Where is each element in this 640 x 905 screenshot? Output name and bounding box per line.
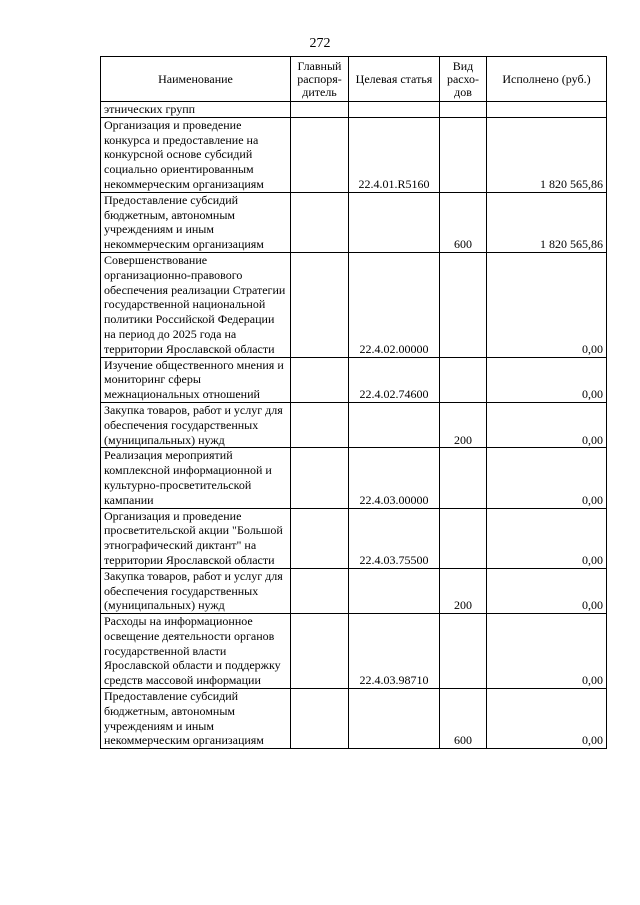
- cell-target: 22.4.03.75500: [349, 508, 440, 568]
- cell-name: Изучение общественного мнения и мониторинг сферы межнациональных отношений: [101, 357, 291, 402]
- table-row: [101, 689, 607, 749]
- cell-amount: 1 820 565,86: [487, 192, 607, 252]
- cell-kind: [440, 448, 487, 508]
- header-target: Целевая статья: [349, 57, 440, 102]
- cell-kind: [440, 117, 487, 192]
- cell-amount: 1 820 565,86: [487, 117, 607, 192]
- cell-target: [349, 568, 440, 613]
- cell-admin: [291, 614, 349, 689]
- cell-name: этнических групп: [101, 102, 291, 118]
- table-row: [101, 117, 607, 192]
- cell-amount: 0,00: [487, 568, 607, 613]
- cell-target: 22.4.02.74600: [349, 357, 440, 402]
- table-row: [101, 614, 607, 689]
- cell-admin: [291, 689, 349, 749]
- table-row: [101, 357, 607, 402]
- cell-target: [349, 192, 440, 252]
- cell-admin: [291, 357, 349, 402]
- cell-name: Предоставление субсидий бюджетным, автономным учреждениям и иным некоммерческим организациям: [101, 192, 291, 252]
- cell-target: [349, 102, 440, 118]
- cell-name: Организация и проведение просветительской акции "Большой этнографический диктант" на территории Ярославской области: [101, 508, 291, 568]
- cell-kind: [440, 508, 487, 568]
- header-name: Наименование: [101, 57, 291, 102]
- cell-kind: [440, 614, 487, 689]
- table-row: [101, 402, 607, 447]
- page-number: 272: [309, 36, 331, 51]
- cell-kind: 600: [440, 192, 487, 252]
- cell-admin: [291, 192, 349, 252]
- cell-admin: [291, 402, 349, 447]
- cell-amount: 0,00: [487, 252, 607, 357]
- cell-target: 22.4.03.00000: [349, 448, 440, 508]
- cell-admin: [291, 252, 349, 357]
- cell-kind: 200: [440, 568, 487, 613]
- cell-name: Реализация мероприятий комплексной информационной и культурно-просветительской кампании: [101, 448, 291, 508]
- cell-amount: 0,00: [487, 508, 607, 568]
- cell-name: Организация и проведение конкурса и предоставление на конкурсной основе субсидий социально ориентированным некоммерческим организациям: [101, 117, 291, 192]
- table-row: [101, 192, 607, 252]
- cell-target: [349, 689, 440, 749]
- cell-amount: [487, 102, 607, 118]
- cell-admin: [291, 102, 349, 118]
- cell-target: 22.4.02.00000: [349, 252, 440, 357]
- header-kind: Вид расхо-дов: [440, 57, 487, 102]
- cell-admin: [291, 568, 349, 613]
- cell-name: Совершенствование организационно-правового обеспечения реализации Стратегии государственной национальной политики Российской Федерации на период до 2025 года на территории Ярославской области: [101, 252, 291, 357]
- cell-kind: 200: [440, 402, 487, 447]
- cell-admin: [291, 117, 349, 192]
- cell-kind: [440, 102, 487, 118]
- cell-amount: 0,00: [487, 614, 607, 689]
- cell-kind: 600: [440, 689, 487, 749]
- cell-name: Расходы на информационное освещение деятельности органов государственной власти Ярославской области и поддержку средств массовой информации: [101, 614, 291, 689]
- table-header-row: [101, 57, 607, 102]
- cell-amount: 0,00: [487, 357, 607, 402]
- budget-table: [100, 56, 607, 749]
- cell-kind: [440, 252, 487, 357]
- cell-name: Закупка товаров, работ и услуг для обеспечения государственных (муниципальных) нужд: [101, 568, 291, 613]
- table-row: [101, 102, 607, 118]
- cell-amount: 0,00: [487, 689, 607, 749]
- cell-amount: 0,00: [487, 402, 607, 447]
- cell-target: [349, 402, 440, 447]
- cell-name: Предоставление субсидий бюджетным, автономным учреждениям и иным некоммерческим организациям: [101, 689, 291, 749]
- cell-amount: 0,00: [487, 448, 607, 508]
- cell-name: Закупка товаров, работ и услуг для обеспечения государственных (муниципальных) нужд: [101, 402, 291, 447]
- header-amount: Исполнено (руб.): [487, 57, 607, 102]
- header-admin: Главный распоря-дитель: [291, 57, 349, 102]
- table-row: [101, 448, 607, 508]
- cell-kind: [440, 357, 487, 402]
- cell-admin: [291, 508, 349, 568]
- cell-target: 22.4.01.R5160: [349, 117, 440, 192]
- table-row: [101, 508, 607, 568]
- cell-target: 22.4.03.98710: [349, 614, 440, 689]
- table-row: [101, 252, 607, 357]
- table-row: [101, 568, 607, 613]
- cell-admin: [291, 448, 349, 508]
